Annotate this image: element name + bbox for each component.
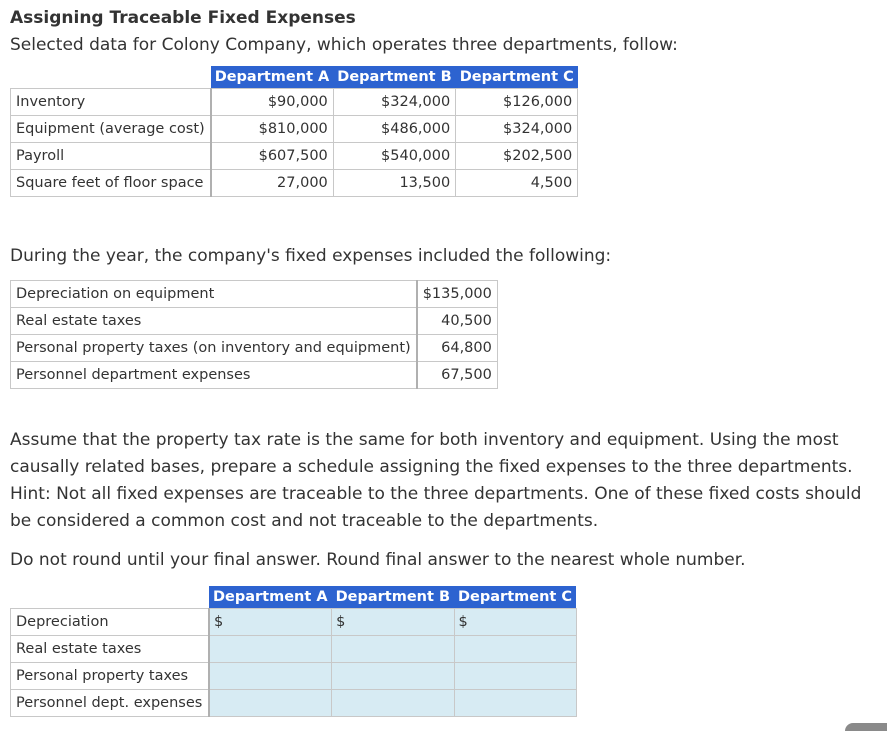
page (10, 6, 880, 717)
real-estate-taxes-dept-b-input[interactable] (332, 636, 454, 663)
table-row (11, 116, 578, 143)
currency-symbol: $ (336, 614, 346, 630)
table-row (11, 690, 577, 717)
real-estate-taxes-dept-c-input[interactable] (454, 636, 576, 663)
cell-value: 40,500 (417, 308, 498, 335)
cell-value: $324,000 (333, 89, 455, 116)
table-row (11, 89, 578, 116)
currency-symbol: $ (458, 614, 468, 630)
depreciation-dept-b-input[interactable] (348, 612, 438, 632)
personal-property-taxes-dept-b-input[interactable] (332, 663, 454, 690)
depreciation-dept-c-input[interactable] (471, 612, 561, 632)
header-department-a: Department A (209, 586, 332, 609)
cell-value: $607,500 (211, 143, 334, 170)
cell-value: 64,800 (417, 335, 498, 362)
header-department-c: Department C (454, 586, 576, 609)
table-row (11, 663, 577, 690)
header-department-b: Department B (332, 586, 454, 609)
personnel-expenses-dept-a-input[interactable] (209, 690, 332, 717)
instructions-text: Assume that the property tax rate is the same for both inventory and equipment. Using the most causally related bases, prepare a schedule assigning the fixed expenses to the three departments. Hint: Not all fixed expenses are traceable to the three departments. One of these fixed costs should be considered a common cost and not traceable to the departments. (10, 430, 862, 531)
row-label: Inventory (11, 89, 211, 116)
row-label: Depreciation (11, 609, 210, 636)
cell-value: 4,500 (456, 170, 578, 197)
subtitle: Selected data for Colony Company, which operates three departments, follow: (10, 35, 678, 55)
cell-value: $324,000 (456, 116, 578, 143)
table-row (11, 362, 498, 389)
answer-cell-dept-c[interactable] (454, 609, 576, 636)
cell-value: $540,000 (333, 143, 455, 170)
cell-value: 67,500 (417, 362, 498, 389)
cell-value: 13,500 (333, 170, 455, 197)
expenses-intro-text: During the year, the company's fixed expenses included the following: (10, 246, 612, 266)
depreciation-dept-a-input[interactable] (226, 612, 316, 632)
row-label: Real estate taxes (11, 636, 210, 663)
table-header-row (11, 586, 577, 609)
table-row (11, 335, 498, 362)
header-blank-cell (11, 66, 211, 89)
table-row (11, 281, 498, 308)
row-label: Equipment (average cost) (11, 116, 211, 143)
row-label: Personnel dept. expenses (11, 690, 210, 717)
row-label: Square feet of floor space (11, 170, 211, 197)
personal-property-taxes-dept-c-input[interactable] (454, 663, 576, 690)
personnel-expenses-dept-c-input[interactable] (454, 690, 576, 717)
currency-symbol: $ (214, 614, 224, 630)
answer-schedule-table (10, 586, 577, 717)
cell-value: $486,000 (333, 116, 455, 143)
personal-property-taxes-dept-a-input[interactable] (209, 663, 332, 690)
answer-cell-dept-a[interactable] (209, 609, 332, 636)
header-department-c: Department C (456, 66, 578, 89)
table-row (11, 609, 577, 636)
page-title: Assigning Traceable Fixed Expenses (10, 8, 356, 28)
cell-value: $90,000 (211, 89, 334, 116)
table-row (11, 143, 578, 170)
row-label: Payroll (11, 143, 211, 170)
table-row (11, 170, 578, 197)
row-label: Personal property taxes (11, 663, 210, 690)
cell-value: $135,000 (417, 281, 498, 308)
row-label: Real estate taxes (11, 308, 417, 335)
header-department-b: Department B (333, 66, 455, 89)
cell-value: $202,500 (456, 143, 578, 170)
cell-value: $810,000 (211, 116, 334, 143)
header-department-a: Department A (211, 66, 334, 89)
rounding-note: Do not round until your final answer. Round final answer to the nearest whole number. (10, 550, 746, 570)
scrollbar-handle[interactable] (845, 723, 887, 731)
cell-value: $126,000 (456, 89, 578, 116)
department-data-table (10, 66, 578, 197)
table-header-row (11, 66, 578, 89)
fixed-expenses-table (10, 280, 498, 389)
table-row (11, 308, 498, 335)
answer-cell-dept-b[interactable] (332, 609, 454, 636)
table-row (11, 636, 577, 663)
row-label: Depreciation on equipment (11, 281, 417, 308)
row-label: Personnel department expenses (11, 362, 417, 389)
cell-value: 27,000 (211, 170, 334, 197)
row-label: Personal property taxes (on inventory and equipment) (11, 335, 417, 362)
real-estate-taxes-dept-a-input[interactable] (209, 636, 332, 663)
personnel-expenses-dept-b-input[interactable] (332, 690, 454, 717)
header-blank-cell (11, 586, 210, 609)
